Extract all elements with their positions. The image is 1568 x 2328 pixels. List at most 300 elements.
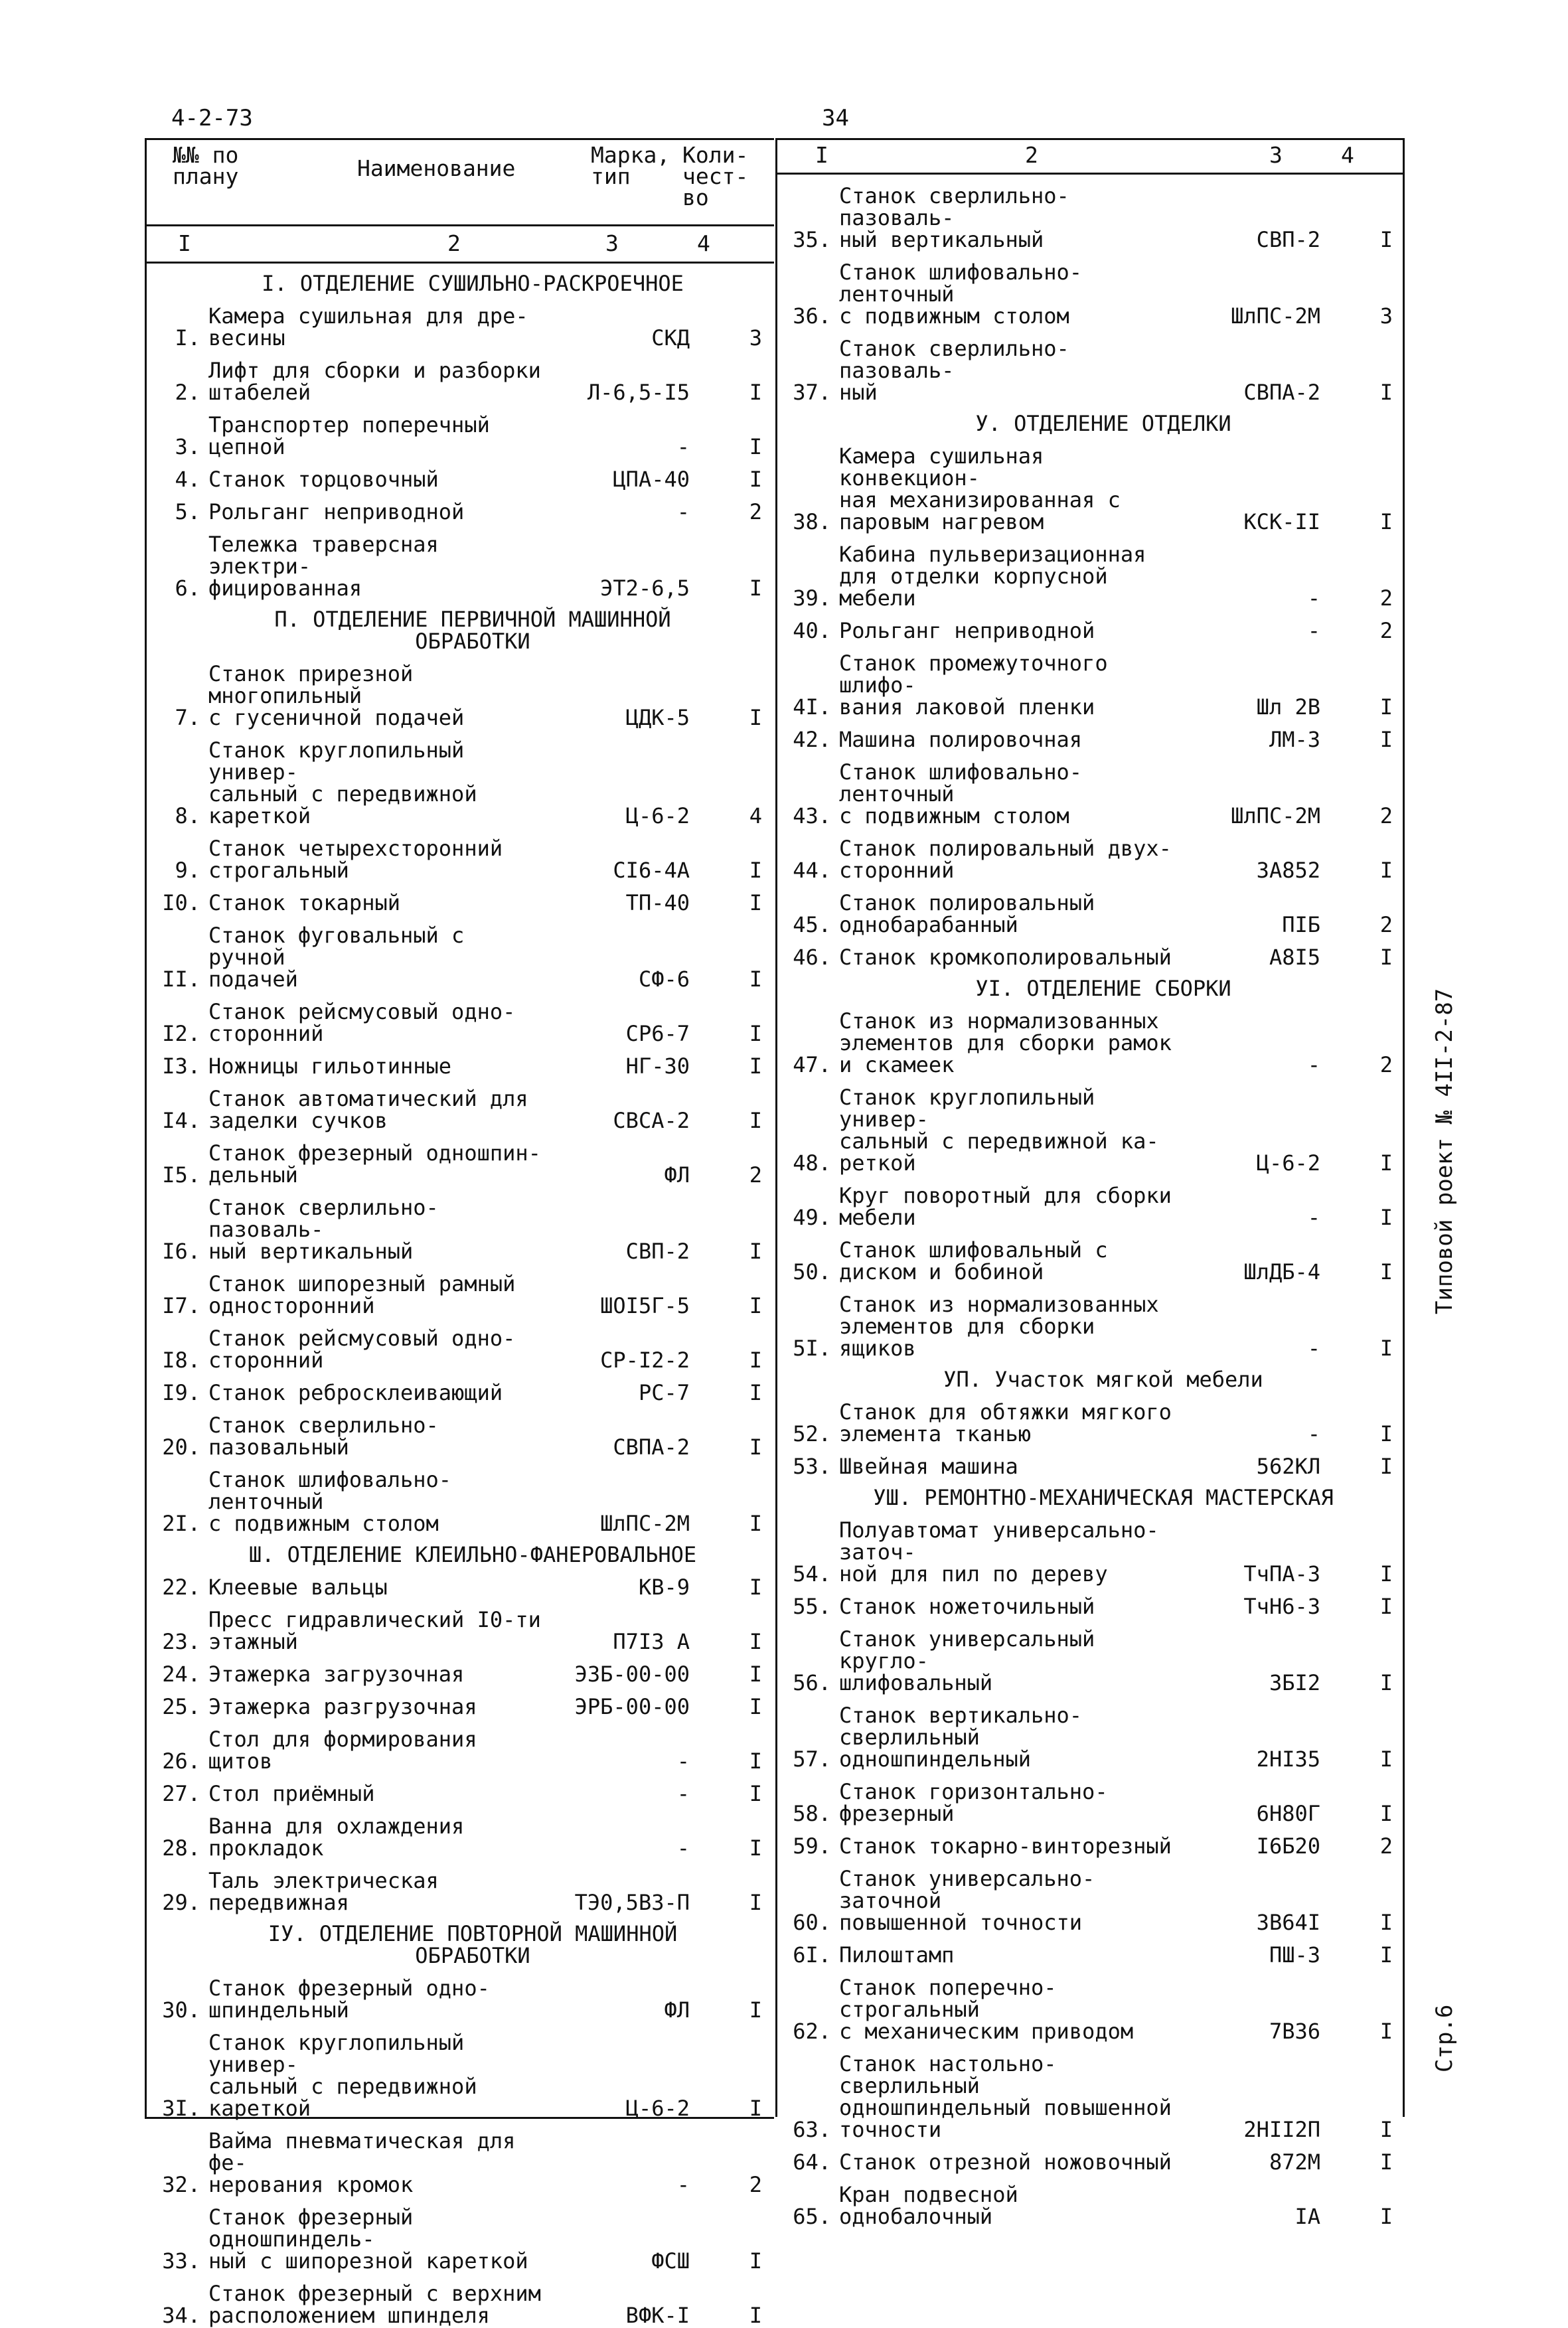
- item-number: 55.: [793, 1594, 831, 1619]
- item-mark: -: [1307, 1052, 1320, 1077]
- table-row: [775, 620, 1405, 642]
- item-mark: СВСА-2: [613, 1108, 690, 1133]
- item-name: Станок настольно-сверлильный одношпиндельный повышенной точности: [839, 2051, 1172, 2142]
- table-row: [145, 1696, 774, 1718]
- item-name: Транспортер поперечный цепной: [208, 412, 490, 459]
- item-quantity: I: [1379, 1205, 1393, 1230]
- item-number: 22.: [162, 1575, 200, 1600]
- item-number: 46.: [793, 945, 831, 970]
- table-row: [145, 534, 774, 599]
- item-number: 6.: [175, 576, 200, 601]
- item-number: 4I.: [793, 694, 831, 720]
- item-quantity: I: [1379, 2149, 1393, 2175]
- item-name: Пилоштамп: [839, 1942, 955, 1968]
- table-row: [775, 1401, 1405, 1445]
- item-mark: -: [676, 1835, 690, 1861]
- item-quantity: 2: [749, 1162, 762, 1188]
- item-number: 30.: [162, 1997, 200, 2023]
- header-quantity: Коли- чест- во: [682, 142, 749, 210]
- column-numbers-right: [775, 138, 1405, 173]
- item-name: Вайма пневматическая для фе- нерования кромок: [208, 2128, 516, 2197]
- item-name: Станок поперечно-строгальный с механическим приводом: [839, 1975, 1134, 2044]
- table-row: [775, 2053, 1405, 2141]
- item-mark: 3А852: [1256, 858, 1320, 883]
- item-quantity: I: [1379, 945, 1393, 970]
- item-name: Рольганг неприводной: [208, 499, 465, 524]
- item-name: Кабина пульверизационная для отделки корпусной мебели: [839, 542, 1146, 611]
- table-row: [145, 2207, 774, 2272]
- item-name: Клеевые вальцы: [208, 1575, 388, 1600]
- item-name: Станок шлифовальный с диском и бобиной: [839, 1237, 1108, 1284]
- table-row: [145, 1055, 774, 1077]
- item-mark: ШлПС-2М: [1231, 803, 1320, 828]
- item-number: II.: [162, 967, 200, 992]
- item-mark: ШОI5Г-5: [600, 1293, 690, 1318]
- item-mark: СФ-6: [638, 967, 690, 992]
- item-quantity: I: [1379, 1561, 1393, 1587]
- item-number: 8.: [175, 803, 200, 828]
- table-row: [145, 1273, 774, 1317]
- item-mark: СВП-2: [625, 1239, 690, 1264]
- item-name: Станок фрезерный одно- шпиндельный: [208, 1976, 490, 2023]
- item-quantity: 2: [1379, 618, 1393, 643]
- table-row: [775, 338, 1405, 404]
- item-number: I4.: [162, 1108, 200, 1133]
- item-number: 36.: [793, 303, 831, 329]
- item-mark: РС-7: [638, 1380, 690, 1405]
- item-number: 33.: [162, 2248, 200, 2274]
- item-number: 23.: [162, 1629, 200, 1654]
- item-number: 6I.: [793, 1942, 831, 1968]
- item-quantity: 2: [1379, 585, 1393, 611]
- item-name: Станок кромкополировальный: [839, 945, 1172, 970]
- item-mark: ВФК-I: [625, 2303, 690, 2328]
- item-number: 65.: [793, 2204, 831, 2229]
- item-name: Станок сверлильно-пазоваль- ный вертикальный: [208, 1195, 439, 1264]
- col-num-4: 4: [697, 230, 710, 256]
- header-name: Наименование: [357, 155, 516, 181]
- item-number: 59.: [793, 1833, 831, 1859]
- item-name: Тележка траверсная электри- фицированная: [208, 532, 439, 601]
- item-number: 25.: [162, 1694, 200, 1719]
- item-quantity: 2: [1379, 1833, 1393, 1859]
- item-quantity: I: [1379, 509, 1393, 534]
- item-mark: ЭЗБ-00-00: [574, 1662, 690, 1687]
- item-quantity: I: [749, 1997, 762, 2023]
- item-mark: ТчН6-3: [1243, 1594, 1320, 1619]
- item-number: 4.: [175, 467, 200, 492]
- col-num-1-right: I: [815, 142, 828, 168]
- equipment-table-left: [145, 138, 774, 2328]
- item-number: 44.: [793, 858, 831, 883]
- item-name: Станок вертикально-сверлильный одношпиндельный: [839, 1703, 1083, 1772]
- item-quantity: I: [1379, 1801, 1393, 1826]
- item-number: 45.: [793, 912, 831, 937]
- page-number: 34: [822, 105, 849, 131]
- table-row: [775, 1835, 1405, 1857]
- table-row: [145, 892, 774, 914]
- item-quantity: I: [1379, 1746, 1393, 1772]
- item-quantity: 2: [1379, 912, 1393, 937]
- item-name: Таль электрическая передвижная: [208, 1868, 439, 1915]
- item-name: Станок четырехсторонний строгальный: [208, 836, 503, 883]
- item-name: Станок сверлильно- пазоваль- ный вертикальный: [839, 183, 1069, 252]
- item-mark: ФЛ: [664, 1997, 690, 2023]
- table-row: [145, 1142, 774, 1186]
- section-heading: Ш. ОТДЕЛЕНИЕ КЛЕИЛЬНО-ФАНЕРОВАЛЬНОЕ: [248, 1542, 697, 1567]
- item-number: 57.: [793, 1746, 831, 1772]
- table-row: [145, 2130, 774, 2196]
- item-mark: Ц-6-2: [625, 803, 690, 828]
- table-header: [145, 138, 774, 224]
- item-mark: 7В36: [1269, 2019, 1320, 2044]
- item-name: Станок промежуточного шлифо- вания лаковой пленки: [839, 651, 1108, 720]
- table-row: [775, 2151, 1405, 2173]
- item-mark: ЛМ-3: [1269, 727, 1320, 752]
- item-mark: ТчПА-3: [1243, 1561, 1320, 1587]
- item-mark: Шл 2В: [1256, 694, 1320, 720]
- table-row: [145, 1729, 774, 1772]
- item-quantity: 4: [749, 803, 762, 828]
- item-name: Станок фрезерный одношпиндель- ный с шипорезной кареткой: [208, 2205, 528, 2274]
- table-row: [145, 501, 774, 523]
- item-number: 5.: [175, 499, 200, 524]
- col-num-2: 2: [447, 230, 461, 256]
- item-mark: 3БI2: [1269, 1670, 1320, 1695]
- item-mark: ТЭ0,5ВЗ-П: [574, 1890, 690, 1915]
- item-mark: -: [1307, 1336, 1320, 1361]
- table-row: [145, 1469, 774, 1535]
- item-quantity: I: [1379, 1336, 1393, 1361]
- document-code: 4-2-73: [171, 105, 253, 131]
- item-quantity: 2: [749, 2172, 762, 2197]
- item-quantity: I: [749, 858, 762, 883]
- table-row: [775, 892, 1405, 936]
- header-mark: Марка, тип: [591, 142, 670, 189]
- item-name: Стол приёмный: [208, 1781, 375, 1806]
- item-number: 29.: [162, 1890, 200, 1915]
- item-quantity: I: [1379, 694, 1393, 720]
- section-heading: П. ОТДЕЛЕНИЕ ПЕРВИЧНОЙ МАШИННОЙ ОБРАБОТКИ: [274, 607, 671, 654]
- item-quantity: I: [749, 890, 762, 915]
- item-number: 35.: [793, 227, 831, 252]
- item-name: Станок шипорезный рамный односторонний: [208, 1271, 516, 1318]
- item-name: Станок круглопильный универ- сальный с передвижной кареткой: [208, 737, 477, 828]
- item-mark: СР6-7: [625, 1021, 690, 1046]
- item-quantity: I: [749, 1748, 762, 1774]
- item-quantity: 2: [1379, 1052, 1393, 1077]
- item-name: Стол для формирования щитов: [208, 1727, 477, 1774]
- item-quantity: 3: [1379, 303, 1393, 329]
- section-heading: УШ. РЕМОНТНО-МЕХАНИЧЕСКАЯ МАСТЕРСКАЯ: [873, 1485, 1334, 1510]
- item-mark: IA: [1294, 2204, 1320, 2229]
- item-name: Пресс гидравлический I0-ти этажный: [208, 1607, 541, 1654]
- item-quantity: 2: [749, 499, 762, 524]
- item-quantity: I: [1379, 1942, 1393, 1968]
- table-row: [775, 1294, 1405, 1359]
- table-row: [145, 1783, 774, 1805]
- item-name: Станок полировальный однобарабанный: [839, 890, 1095, 937]
- item-mark: ЦПА-40: [613, 467, 690, 492]
- item-number: I7.: [162, 1293, 200, 1318]
- item-name: Станок шлифовально-ленточный с подвижным столом: [839, 260, 1083, 329]
- item-quantity: I: [1379, 1670, 1393, 1695]
- item-mark: СР-I2-2: [600, 1348, 690, 1373]
- item-mark: ПIБ: [1282, 912, 1320, 937]
- item-number: 58.: [793, 1801, 831, 1826]
- item-mark: ЦДК-5: [625, 705, 690, 730]
- table-row: [775, 1628, 1405, 1694]
- item-number: 64.: [793, 2149, 831, 2175]
- item-mark: КСК-II: [1243, 509, 1320, 534]
- item-name: Рольганг неприводной: [839, 618, 1095, 643]
- item-quantity: 2: [1379, 803, 1393, 828]
- section-heading: IУ. ОТДЕЛЕНИЕ ПОВТОРНОЙ МАШИННОЙ ОБРАБОТКИ: [268, 1921, 678, 1968]
- item-quantity: I: [749, 1781, 762, 1806]
- table-row: [775, 1239, 1405, 1283]
- item-quantity: I: [749, 1380, 762, 1405]
- item-quantity: I: [749, 1108, 762, 1133]
- item-quantity: I: [1379, 2204, 1393, 2229]
- item-number: I8.: [162, 1348, 200, 1373]
- item-mark: ШлДБ-4: [1243, 1259, 1320, 1284]
- item-mark: -: [1307, 1205, 1320, 1230]
- item-name: Камера сушильная для дре- весины: [208, 303, 528, 350]
- item-number: 27.: [162, 1781, 200, 1806]
- table-row: [145, 2283, 774, 2327]
- item-mark: Ц-6-2: [625, 2096, 690, 2121]
- item-name: Станок фрезерный одношпин- дельный: [208, 1140, 541, 1188]
- table-row: [775, 1944, 1405, 1966]
- table-row: [775, 445, 1405, 533]
- item-quantity: I: [749, 2303, 762, 2328]
- item-quantity: I: [749, 2096, 762, 2121]
- item-mark: ШлПС-2М: [1231, 303, 1320, 329]
- table-row: [145, 1328, 774, 1371]
- item-mark: ФЛ: [664, 1162, 690, 1188]
- item-quantity: I: [1379, 727, 1393, 752]
- item-quantity: I: [749, 2248, 762, 2274]
- table-row: [145, 414, 774, 458]
- item-mark: ПШ-3: [1269, 1942, 1320, 1968]
- item-name: Станок шлифовально-ленточный с подвижным столом: [839, 759, 1083, 828]
- item-mark: 2НI35: [1256, 1746, 1320, 1772]
- item-quantity: I: [1379, 1421, 1393, 1446]
- item-number: 2.: [175, 380, 200, 405]
- table-row: [775, 544, 1405, 609]
- column-numbers: [145, 226, 774, 260]
- item-name: Станок рейсмусовый одно- сторонний: [208, 1326, 516, 1373]
- item-name: Станок универсальный кругло- шлифовальный: [839, 1626, 1095, 1695]
- col-num-1: I: [178, 230, 191, 256]
- item-number: 7.: [175, 705, 200, 730]
- table-row: [775, 1087, 1405, 1174]
- item-mark: СВП-2: [1256, 227, 1320, 252]
- item-quantity: I: [1379, 858, 1393, 883]
- col-num-3: 3: [605, 230, 619, 256]
- item-number: 5I.: [793, 1336, 831, 1361]
- item-number: I2.: [162, 1021, 200, 1046]
- item-quantity: I: [1379, 2019, 1393, 2044]
- item-quantity: I: [749, 1348, 762, 1373]
- item-name: Станок круглопильный универ- сальный с передвижной ка- реткой: [839, 1085, 1159, 1176]
- item-quantity: I: [1379, 1454, 1393, 1479]
- item-quantity: I: [749, 705, 762, 730]
- table-row: [145, 1577, 774, 1598]
- table-row: [145, 2032, 774, 2120]
- item-number: 3I.: [162, 2096, 200, 2121]
- item-name: Станок из нормализованных элементов для сборки рамок и скамеек: [839, 1008, 1172, 1077]
- item-number: 52.: [793, 1421, 831, 1446]
- item-number: 9.: [175, 858, 200, 883]
- item-mark: СI6-4А: [613, 858, 690, 883]
- item-number: 43.: [793, 803, 831, 828]
- item-mark: СКД: [651, 325, 690, 350]
- table-row: [145, 1664, 774, 1685]
- item-name: Ванна для охлаждения прокладок: [208, 1814, 465, 1861]
- item-name: Станок универсально-заточной повышенной точности: [839, 1866, 1095, 1935]
- item-mark: 6Н80Г: [1256, 1801, 1320, 1826]
- table-row: [145, 360, 774, 404]
- item-quantity: I: [749, 576, 762, 601]
- item-quantity: I: [1379, 1594, 1393, 1619]
- item-mark: ЭТ2-6,5: [600, 576, 690, 601]
- item-name: Станок токарно-винторезный: [839, 1833, 1172, 1859]
- item-mark: НГ-30: [625, 1053, 690, 1079]
- item-mark: П7I3 А: [613, 1629, 690, 1654]
- item-mark: -: [676, 499, 690, 524]
- table-row: [145, 1978, 774, 2021]
- item-name: Этажерка загрузочная: [208, 1662, 465, 1687]
- col-num-4-right: 4: [1341, 142, 1354, 168]
- table-row: [775, 1868, 1405, 1934]
- item-mark: ФСШ: [651, 2248, 690, 2274]
- item-name: Машина полировочная: [839, 727, 1083, 752]
- item-mark: -: [676, 1748, 690, 1774]
- table-row: [145, 739, 774, 827]
- item-number: 50.: [793, 1259, 831, 1284]
- item-mark: I6Б20: [1256, 1833, 1320, 1859]
- numbers-separator-right: [775, 173, 1405, 175]
- table-row: [145, 838, 774, 882]
- item-number: 56.: [793, 1670, 831, 1695]
- item-mark: -: [1307, 618, 1320, 643]
- item-quantity: I: [749, 434, 762, 459]
- item-number: I5.: [162, 1162, 200, 1188]
- item-quantity: I: [749, 1511, 762, 1536]
- table-row: [775, 1596, 1405, 1618]
- item-quantity: I: [749, 1835, 762, 1861]
- item-mark: ТП-40: [625, 890, 690, 915]
- section-heading: I. ОТДЕЛЕНИЕ СУШИЛЬНО-РАСКРОЕЧНОЕ: [262, 271, 684, 296]
- table-row: [775, 1010, 1405, 1076]
- item-number: 60.: [793, 1910, 831, 1935]
- item-number: 42.: [793, 727, 831, 752]
- item-number: 54.: [793, 1561, 831, 1587]
- item-quantity: I: [749, 380, 762, 405]
- item-number: 53.: [793, 1454, 831, 1479]
- item-quantity: I: [749, 1694, 762, 1719]
- item-name: Станок отрезной ножовочный: [839, 2149, 1172, 2175]
- item-name: Станок фуговальный с ручной подачей: [208, 923, 465, 992]
- table-row: [775, 838, 1405, 882]
- item-quantity: I: [749, 1435, 762, 1460]
- item-quantity: I: [1379, 227, 1393, 252]
- item-name: Лифт для сборки и разборки штабелей: [208, 358, 541, 405]
- item-mark: А8I5: [1269, 945, 1320, 970]
- table-row: [775, 262, 1405, 327]
- item-quantity: I: [1379, 1910, 1393, 1935]
- item-name: Круг поворотный для сборки мебели: [839, 1183, 1172, 1230]
- item-quantity: I: [1379, 2117, 1393, 2142]
- item-mark: КВ-9: [638, 1575, 690, 1600]
- item-number: 20.: [162, 1435, 200, 1460]
- item-mark: СВПА-2: [613, 1435, 690, 1460]
- item-mark: ШлПС-2М: [600, 1511, 690, 1536]
- table-row: [145, 1001, 774, 1045]
- col-num-2-right: 2: [1025, 142, 1038, 168]
- numbers-separator: [145, 262, 774, 264]
- left-rows: [145, 273, 774, 2327]
- item-mark: -: [1307, 585, 1320, 611]
- table-row: [775, 1705, 1405, 1770]
- table-row: [775, 947, 1405, 969]
- item-number: 28.: [162, 1835, 200, 1861]
- item-mark: Л-6,5-I5: [587, 380, 690, 405]
- item-mark: 562КЛ: [1256, 1454, 1320, 1479]
- item-name: Станок горизонтально- фрезерный: [839, 1779, 1108, 1826]
- item-number: 48.: [793, 1150, 831, 1176]
- item-number: 37.: [793, 380, 831, 405]
- item-number: 39.: [793, 585, 831, 611]
- item-name: Станок фрезерный с верхним расположением шпинделя: [208, 2281, 541, 2328]
- table-row: [145, 469, 774, 491]
- item-quantity: I: [749, 1239, 762, 1264]
- item-quantity: I: [749, 967, 762, 992]
- table-row: [145, 1609, 774, 1653]
- table-row: [145, 925, 774, 990]
- table-row: [775, 2184, 1405, 2228]
- table-row: [145, 1816, 774, 1859]
- item-number: 2I.: [162, 1511, 200, 1536]
- item-mark: 3В64I: [1256, 1910, 1320, 1935]
- item-number: I3.: [162, 1053, 200, 1079]
- bottom-border: [145, 2117, 774, 2119]
- item-number: 32.: [162, 2172, 200, 2197]
- item-name: Станок шлифовально-ленточный с подвижным столом: [208, 1467, 452, 1536]
- item-mark: 2НII2П: [1243, 2117, 1320, 2142]
- item-mark: -: [676, 1781, 690, 1806]
- item-name: Станок из нормализованных элементов для сборки ящиков: [839, 1292, 1159, 1361]
- table-row: [145, 1088, 774, 1132]
- table-row: [145, 1870, 774, 1914]
- item-mark: 872М: [1269, 2149, 1320, 2175]
- table-row: [775, 653, 1405, 718]
- sheet-label: Стр.6: [1431, 2004, 1458, 2072]
- table-row: [775, 761, 1405, 827]
- item-name: Этажерка разгрузочная: [208, 1694, 477, 1719]
- item-quantity: 3: [749, 325, 762, 350]
- item-name: Станок ребросклеивающий: [208, 1380, 503, 1405]
- item-quantity: I: [1379, 1259, 1393, 1284]
- col-num-3-right: 3: [1269, 142, 1283, 168]
- item-quantity: I: [749, 1890, 762, 1915]
- item-quantity: I: [1379, 380, 1393, 405]
- item-quantity: I: [749, 467, 762, 492]
- item-number: 38.: [793, 509, 831, 534]
- table-row: [145, 305, 774, 349]
- header-plan-number: №№ по плану: [173, 142, 239, 189]
